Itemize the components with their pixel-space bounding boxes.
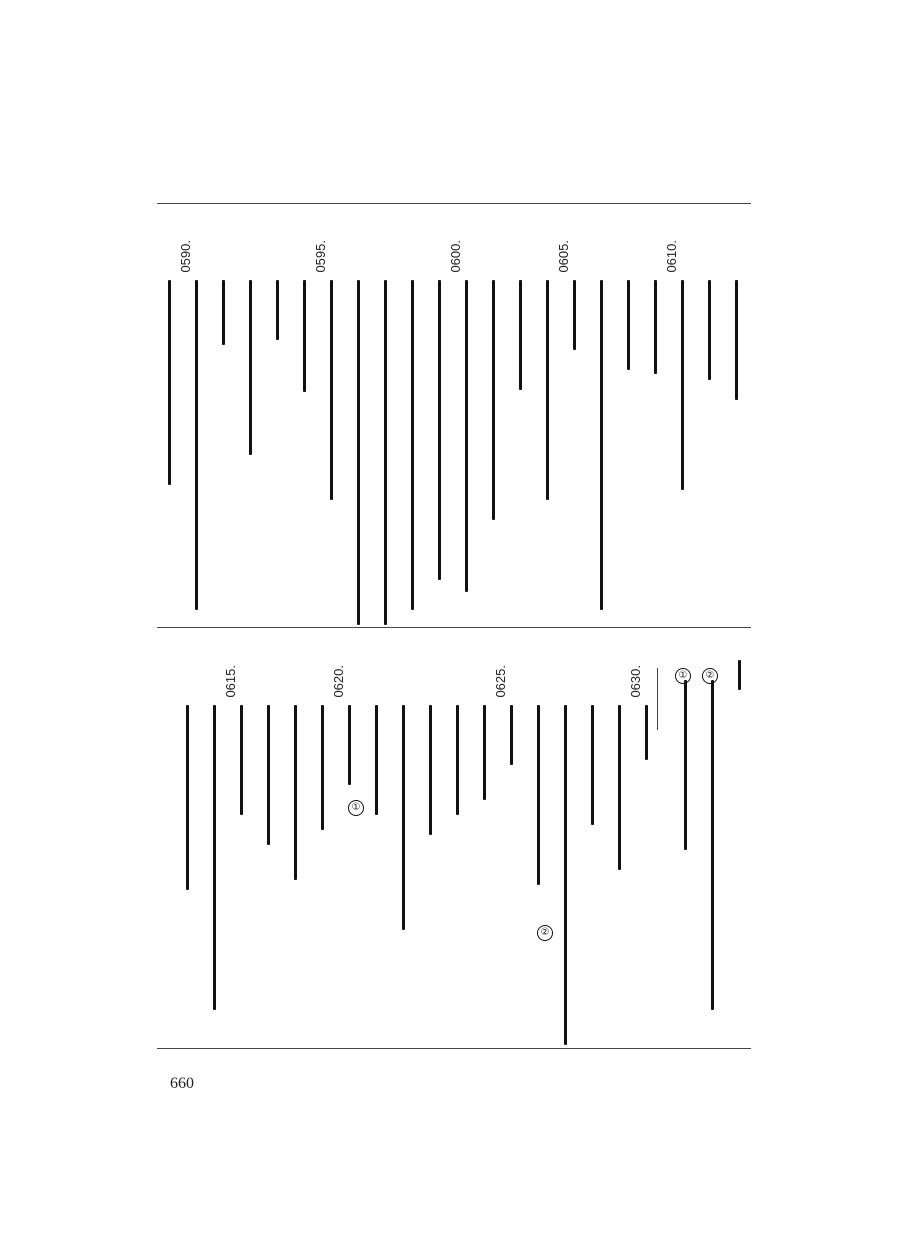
script-column bbox=[438, 280, 441, 580]
script-column bbox=[402, 705, 405, 930]
footnote-mark-2: ② bbox=[702, 668, 718, 684]
script-column bbox=[168, 280, 171, 485]
footnote-column bbox=[711, 680, 714, 1010]
inline-note-mark-2: ② bbox=[537, 925, 553, 941]
line-number: 0600. bbox=[448, 240, 463, 273]
script-column bbox=[222, 280, 225, 345]
script-column bbox=[384, 280, 387, 625]
inline-note-mark-1: ① bbox=[348, 800, 364, 816]
script-column bbox=[519, 280, 522, 390]
footnote-mark-1: ① bbox=[675, 668, 691, 684]
script-column bbox=[600, 280, 603, 610]
script-column bbox=[573, 280, 576, 350]
script-column bbox=[546, 280, 549, 500]
top-rule bbox=[157, 203, 751, 204]
footnote-column bbox=[738, 660, 741, 690]
script-column bbox=[591, 705, 594, 825]
script-column bbox=[483, 705, 486, 800]
line-number: 0610. bbox=[664, 240, 679, 273]
script-column bbox=[276, 280, 279, 340]
script-column bbox=[708, 280, 711, 380]
script-column bbox=[303, 280, 306, 392]
bottom-rule bbox=[157, 1048, 751, 1049]
line-number: 0615. bbox=[223, 665, 238, 698]
script-column bbox=[465, 280, 468, 592]
footnote-separator bbox=[657, 668, 658, 730]
script-column bbox=[240, 705, 243, 815]
script-column bbox=[654, 280, 657, 374]
script-column bbox=[321, 705, 324, 830]
line-number: 0630. bbox=[628, 665, 643, 698]
script-column bbox=[195, 280, 198, 610]
footnote-column bbox=[684, 680, 687, 850]
page-number: 660 bbox=[170, 1075, 194, 1092]
script-column bbox=[213, 705, 216, 1010]
script-column bbox=[348, 705, 351, 785]
script-column bbox=[564, 705, 567, 1045]
script-column bbox=[267, 705, 270, 845]
script-column bbox=[492, 280, 495, 520]
script-column bbox=[294, 705, 297, 880]
script-column bbox=[375, 705, 378, 815]
script-column bbox=[645, 705, 648, 760]
script-column bbox=[681, 280, 684, 490]
script-column bbox=[456, 705, 459, 815]
script-column bbox=[735, 280, 738, 400]
script-column bbox=[330, 280, 333, 500]
script-column bbox=[357, 280, 360, 625]
script-column bbox=[411, 280, 414, 610]
script-column bbox=[186, 705, 189, 890]
line-number: 0590. bbox=[178, 240, 193, 273]
script-column bbox=[510, 705, 513, 765]
line-number: 0625. bbox=[493, 665, 508, 698]
script-column bbox=[249, 280, 252, 455]
middle-rule bbox=[157, 627, 751, 628]
script-column bbox=[537, 705, 540, 885]
line-number: 0595. bbox=[313, 240, 328, 273]
line-number: 0620. bbox=[331, 665, 346, 698]
script-column bbox=[429, 705, 432, 835]
script-column bbox=[627, 280, 630, 370]
script-column bbox=[618, 705, 621, 870]
line-number: 0605. bbox=[556, 240, 571, 273]
